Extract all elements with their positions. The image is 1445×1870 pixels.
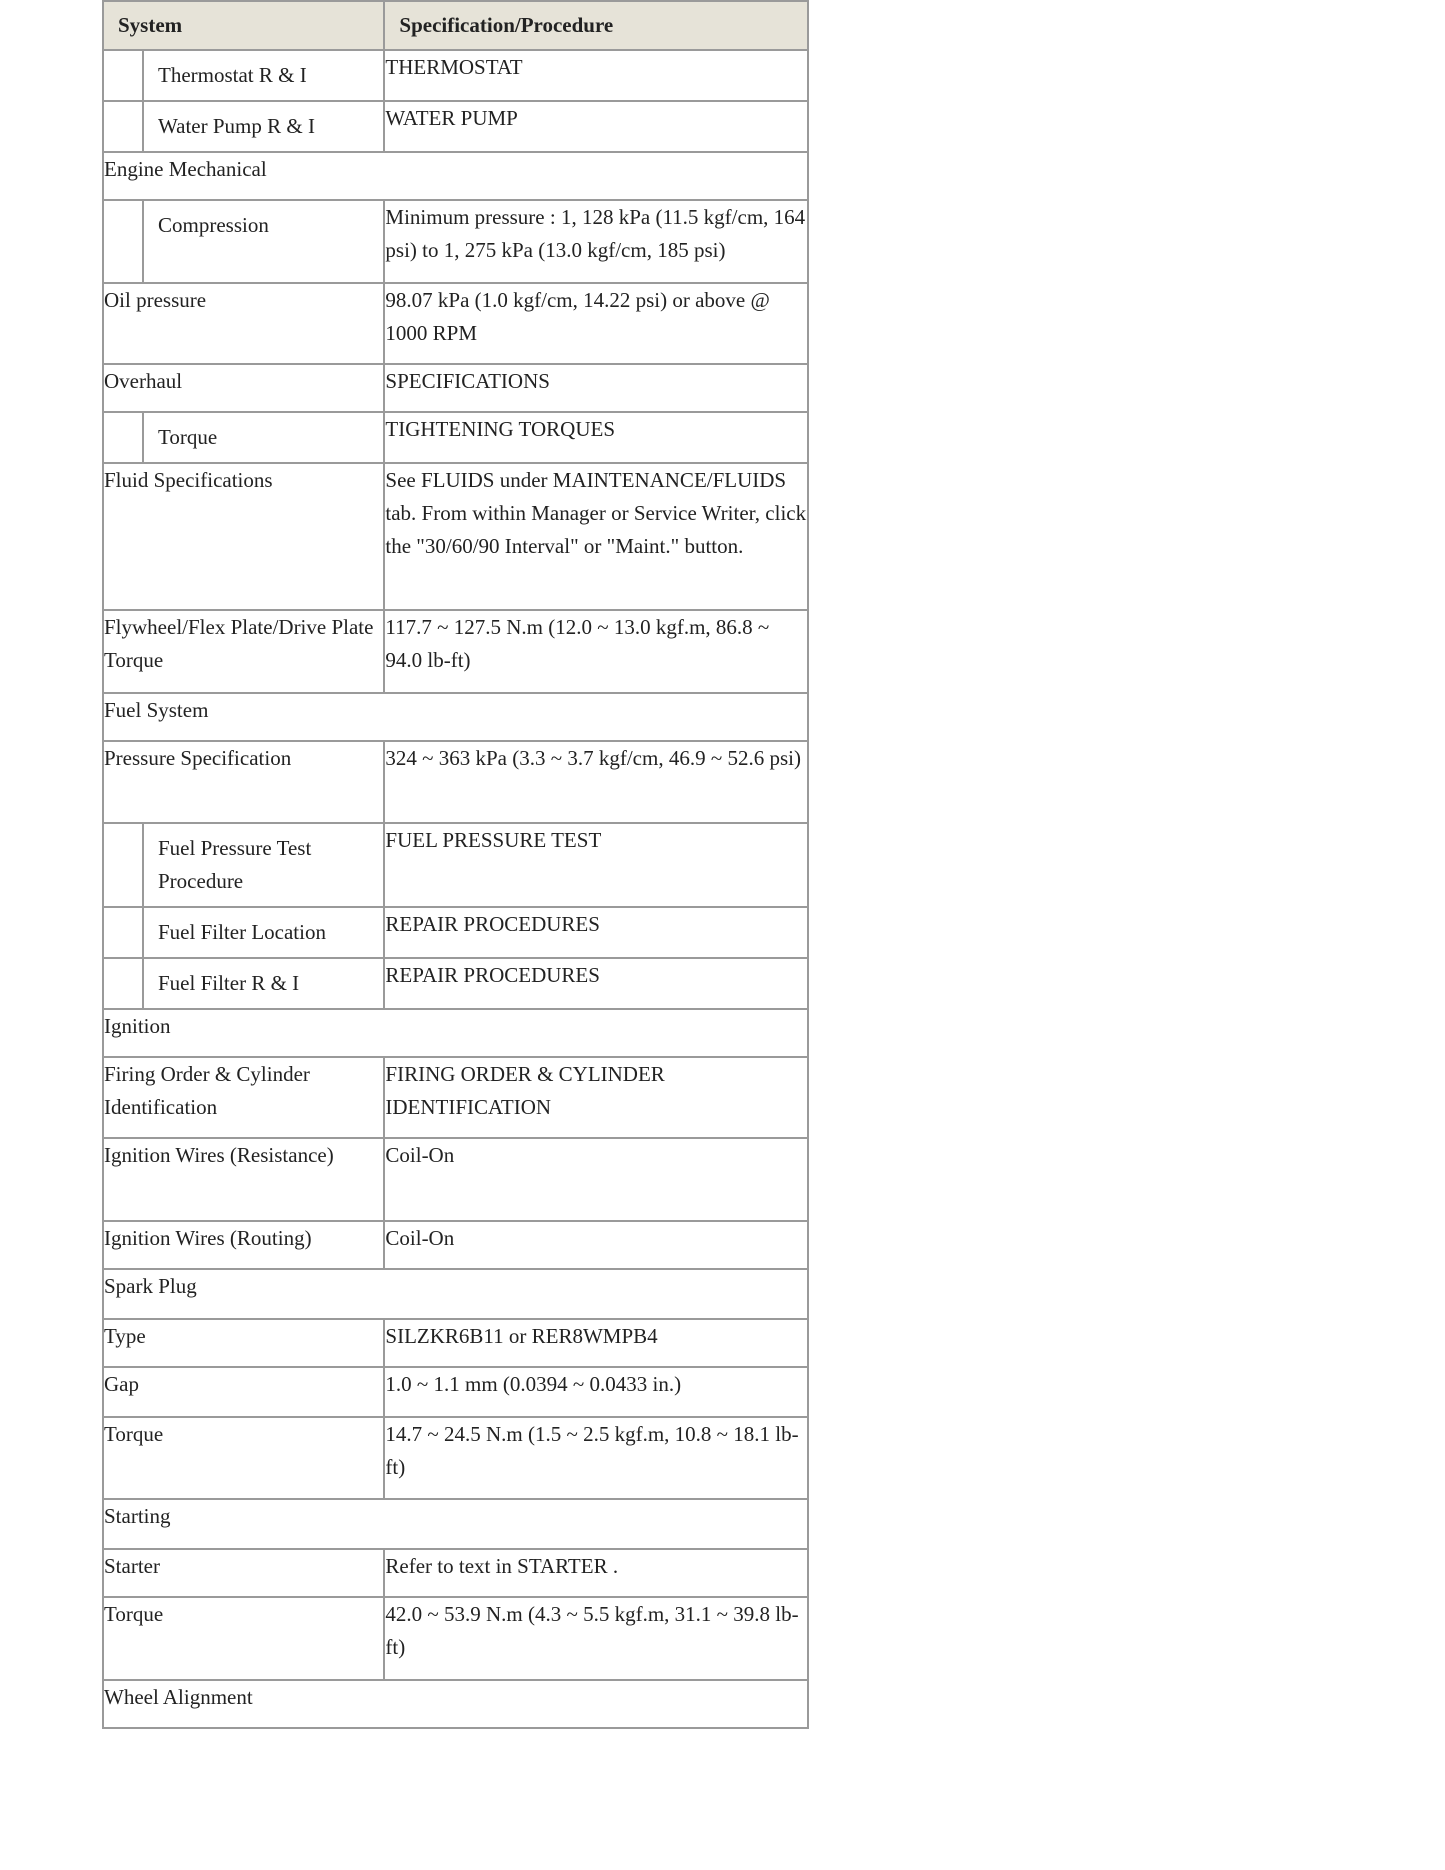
row-label: Fuel Filter Location xyxy=(158,920,326,944)
table-row xyxy=(103,101,808,152)
row-value: FUEL PRESSURE TEST xyxy=(384,823,808,907)
header-specification: Specification/Procedure xyxy=(384,1,808,50)
row-value: SPECIFICATIONS xyxy=(384,364,808,412)
table-row xyxy=(103,283,808,364)
table-row xyxy=(103,412,808,463)
row-label: Oil pressure xyxy=(103,283,384,364)
row-label: Gap xyxy=(103,1367,384,1417)
row-label: Torque xyxy=(158,425,218,449)
table-row xyxy=(103,1367,808,1417)
section-row xyxy=(103,693,808,741)
section-row xyxy=(103,1269,808,1319)
table-row xyxy=(103,1549,808,1597)
row-value: FIRING ORDER & CYLINDER IDENTIFICATION xyxy=(384,1057,808,1138)
row-label: Fuel Pressure Test Procedure xyxy=(158,836,312,893)
row-value: Minimum pressure : 1, 128 kPa (11.5 kgf/cm, 164 psi) to 1, 275 kPa (13.0 kgf/cm, 185 psi) xyxy=(384,200,808,283)
table-row xyxy=(103,1138,808,1221)
table-row xyxy=(103,364,808,412)
row-value: THERMOSTAT xyxy=(384,50,808,101)
row-label: Firing Order & Cylinder Identification xyxy=(103,1057,384,1138)
row-value: TIGHTENING TORQUES xyxy=(384,412,808,463)
row-label: Fuel Filter R & I xyxy=(158,971,300,995)
row-label: Starter xyxy=(103,1549,384,1597)
table-row xyxy=(103,1417,808,1499)
row-label: Overhaul xyxy=(103,364,384,412)
table-row xyxy=(103,1319,808,1367)
row-value: Coil-On xyxy=(384,1221,808,1269)
row-value: 42.0 ~ 53.9 N.m (4.3 ~ 5.5 kgf.m, 31.1 ~ 39.8 lb-ft) xyxy=(384,1597,808,1680)
section-row xyxy=(103,152,808,200)
row-value: 117.7 ~ 127.5 N.m (12.0 ~ 13.0 kgf.m, 86.8 ~ 94.0 lb-ft) xyxy=(384,610,808,693)
table-row xyxy=(103,463,808,610)
row-label: Pressure Specification xyxy=(103,741,384,823)
section-row xyxy=(103,1009,808,1057)
table-row xyxy=(103,200,808,283)
specifications-table xyxy=(102,0,809,1729)
row-value: 1.0 ~ 1.1 mm (0.0394 ~ 0.0433 in.) xyxy=(384,1367,808,1417)
table-row xyxy=(103,823,808,907)
table-row xyxy=(103,907,808,958)
section-heading: Ignition xyxy=(103,1009,808,1057)
row-value: REPAIR PROCEDURES xyxy=(384,907,808,958)
table-header-row xyxy=(103,1,808,50)
section-heading: Spark Plug xyxy=(103,1269,808,1319)
section-heading: Starting xyxy=(103,1499,808,1549)
row-value: See FLUIDS under MAINTENANCE/FLUIDS tab. From within Manager or Service Writer, click the "30/60/90 Interval" or "Maint." button. xyxy=(384,463,808,610)
row-label: Fluid Specifications xyxy=(103,463,384,610)
table-row xyxy=(103,610,808,693)
row-label: Torque xyxy=(103,1597,384,1680)
row-value: Coil-On xyxy=(384,1138,808,1221)
row-value: REPAIR PROCEDURES xyxy=(384,958,808,1009)
table-row xyxy=(103,1597,808,1680)
row-value: 98.07 kPa (1.0 kgf/cm, 14.22 psi) or above @ 1000 RPM xyxy=(384,283,808,364)
table-row xyxy=(103,1221,808,1269)
section-heading: Wheel Alignment xyxy=(103,1680,808,1728)
row-value: 324 ~ 363 kPa (3.3 ~ 3.7 kgf/cm, 46.9 ~ 52.6 psi) xyxy=(384,741,808,823)
header-system: System xyxy=(103,1,384,50)
section-heading: Fuel System xyxy=(103,693,808,741)
row-label: Type xyxy=(103,1319,384,1367)
row-value: WATER PUMP xyxy=(384,101,808,152)
row-label: Ignition Wires (Routing) xyxy=(103,1221,384,1269)
row-label: Compression xyxy=(158,213,269,237)
table-row xyxy=(103,741,808,823)
section-row xyxy=(103,1680,808,1728)
table-row xyxy=(103,958,808,1009)
row-label: Thermostat R & I xyxy=(158,63,307,87)
section-row xyxy=(103,1499,808,1549)
row-value: 14.7 ~ 24.5 N.m (1.5 ~ 2.5 kgf.m, 10.8 ~ 18.1 lb-ft) xyxy=(384,1417,808,1499)
table-row xyxy=(103,50,808,101)
row-label: Ignition Wires (Resistance) xyxy=(103,1138,384,1221)
row-value: SILZKR6B11 or RER8WMPB4 xyxy=(384,1319,808,1367)
row-label: Water Pump R & I xyxy=(158,114,315,138)
row-label: Flywheel/Flex Plate/Drive Plate Torque xyxy=(103,610,384,693)
row-label: Torque xyxy=(103,1417,384,1499)
row-value: Refer to text in STARTER . xyxy=(384,1549,808,1597)
table-row xyxy=(103,1057,808,1138)
section-heading: Engine Mechanical xyxy=(103,152,808,200)
